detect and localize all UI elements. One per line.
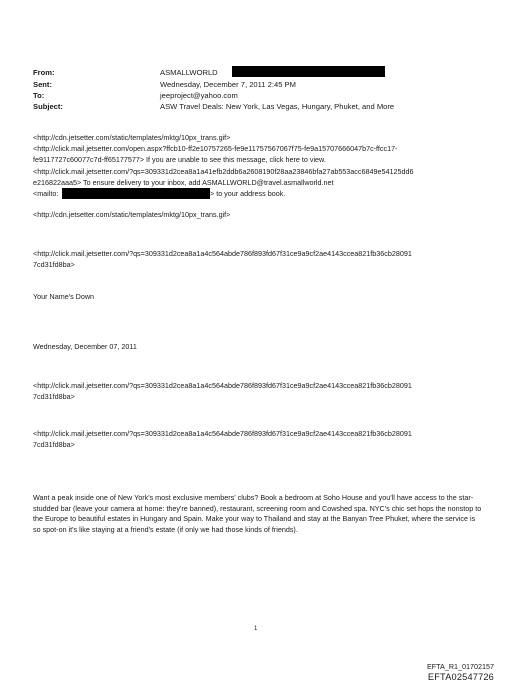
efta-id-small: EFTA_R1_01702157: [427, 662, 494, 671]
mailto-prefix: <mailto:: [33, 189, 59, 198]
promo-paragraph: Want a peak inside one of New York's most exclusive members' clubs? Book a bedroom at Soho House and you'll have access to the star-studded bar (leave your camera at home: they're banned), restaurant, screening room and Cowshed spa. NYC's chic set hops the nonstop to the Europe to beautiful estates in Hungary and Spain. Make your way to Thailand and stay at the Banyan Tree Phuket, where the service is so spot-on it's like staying at a friend's estate (if only we had those kinds of friends).: [33, 493, 482, 534]
tracking-link-1b: 7cd31fd8ba>: [33, 260, 75, 269]
sent-value: Wednesday, December 7, 2011 2:45 PM: [160, 80, 296, 89]
body-line-2: <http://click.mail.jetsetter.com/open.aspx?ffcb10-ff2e10757265-fe9e11757567067f75-fe9a15707666047b7c-ffcc17-: [33, 144, 398, 153]
to-label: To:: [33, 91, 45, 100]
efta-id-large: EFTA02547726: [427, 672, 494, 682]
body-line-3: fe9117727c60077c7d-ff65177577> If you are unable to see this message, click here to view.: [33, 155, 326, 164]
subject-value: ASW Travel Deals: New York, Las Vegas, Hungary, Phuket, and More: [160, 102, 395, 111]
body-line-1: <http://cdn.jetsetter.com/static/templates/mktg/10px_trans.gif>: [33, 133, 231, 142]
tracking-link-3a: <http://click.mail.jetsetter.com/?qs=309331d2cea8a1a4c564abde786f893fd67f31ce9a9cf2ae4143ccea821fb36cb28091: [33, 429, 412, 438]
from-value: ASMALLWORLD: [160, 68, 218, 77]
tracking-link-2b: 7cd31fd8ba>: [33, 392, 75, 401]
body-line-7: <http://cdn.jetsetter.com/static/templates/mktg/10px_trans.gif>: [33, 210, 231, 219]
page-number: 1: [254, 626, 258, 632]
body-line-6: [33, 189, 58, 199]
body-line-6-suffix: > to your address book.: [210, 189, 286, 198]
subject-label: Subject:: [33, 102, 63, 111]
redaction-box: [62, 188, 210, 199]
from-label: From:: [33, 68, 55, 77]
tracking-link-3b: 7cd31fd8ba>: [33, 440, 75, 449]
to-value: jeeproject@yahoo.com: [160, 91, 238, 100]
sent-label: Sent:: [33, 80, 52, 89]
newsletter-date: Wednesday, December 07, 2011: [33, 342, 137, 351]
section-heading: Your Name's Down: [33, 292, 95, 301]
body-line-4: <http://click.mail.jetsetter.com/?qs=309331d2cea8a1a41efb2ddb6a2608190f28aa23846bfa27ab553acc6849e54125dd6: [33, 167, 414, 176]
redaction-box: [232, 66, 385, 77]
tracking-link-2a: <http://click.mail.jetsetter.com/?qs=309331d2cea8a1a4c564abde786f893fd67f31ce9a9cf2ae4143ccea821fb36cb28091: [33, 381, 412, 390]
tracking-link-1a: <http://click.mail.jetsetter.com/?qs=309331d2cea8a1a4c564abde786f893fd67f31ce9a9cf2ae4143ccea821fb36cb28091: [33, 249, 412, 258]
body-line-5: e216822aaa5> To ensure delivery to your inbox, add ASMALLWORLD@travel.asmallworld.net: [33, 178, 334, 187]
